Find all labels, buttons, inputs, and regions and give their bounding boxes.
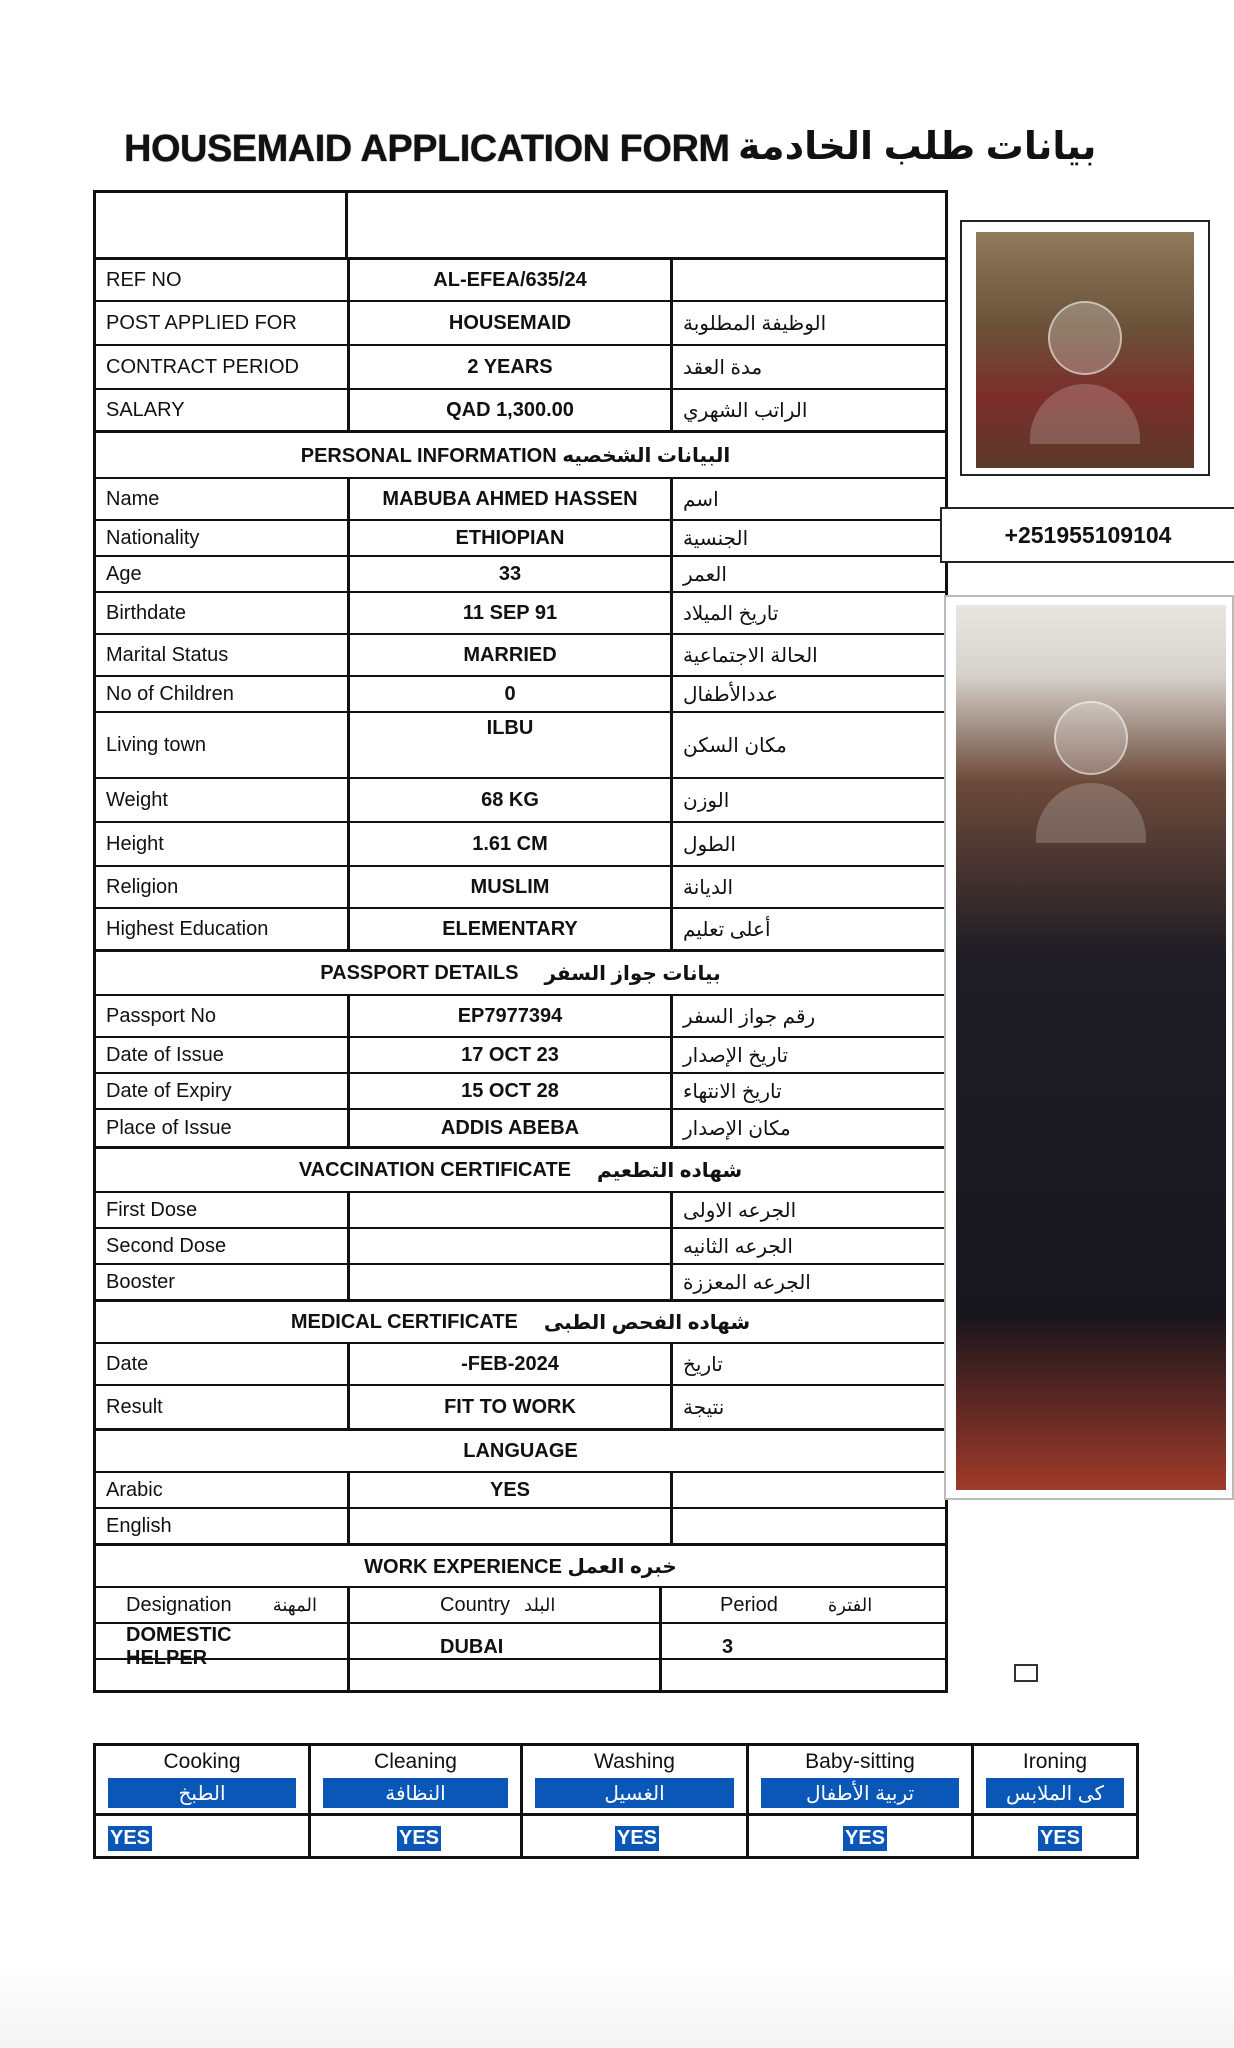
section-personal-information [96, 432, 945, 479]
skill-answer: YES [845, 1827, 886, 1849]
row-second-dose [96, 1229, 945, 1265]
label: First Dose [96, 1193, 350, 1227]
page-bottom-shade [0, 1960, 1234, 2048]
section-title-en: MEDICAL CERTIFICATE [290, 1310, 518, 1333]
skill-label-ar: تربية الأطفال [761, 1778, 959, 1808]
label-ar [673, 1473, 945, 1507]
phone-number: +251955109104 [940, 507, 1234, 563]
row-name [96, 479, 945, 521]
row-contract-period [96, 346, 945, 390]
skill-answer-cell [974, 1813, 1136, 1856]
label: Height [96, 823, 350, 865]
label: Weight [96, 779, 350, 821]
label-ar: اسم [683, 488, 719, 511]
skill-label-ar: كى الملابس [986, 1778, 1124, 1808]
row-no-of-children [96, 677, 945, 713]
label: Religion [96, 867, 350, 907]
row-ref-no [96, 260, 945, 302]
section-title-en: VACCINATION CERTIFICATE [298, 1158, 572, 1181]
label-ar: الراتب الشهري [683, 399, 808, 422]
label-ar: الجرعه المعززة [683, 1271, 811, 1294]
value: 11 SEP 91 [350, 593, 673, 633]
work-header-row [96, 1588, 945, 1624]
section-title-ar: شهاده التطعيم [597, 1159, 743, 1182]
row-place-of-issue [96, 1110, 945, 1148]
row-date-of-expiry [96, 1074, 945, 1110]
row-language-english [96, 1509, 945, 1545]
label-ar [673, 260, 945, 300]
row-religion [96, 867, 945, 909]
skill-label: Baby-sitting [805, 1750, 915, 1773]
label: Place of Issue [96, 1110, 350, 1146]
label-ar: الوزن [683, 789, 730, 812]
label: Arabic [96, 1473, 350, 1507]
value: 15 OCT 28 [350, 1074, 673, 1108]
value: MUSLIM [350, 867, 673, 907]
section-title-ar: بيانات جواز السفر [544, 962, 721, 985]
row-post-applied [96, 302, 945, 346]
label: Highest Education [96, 909, 350, 949]
value: ETHIOPIAN [350, 521, 673, 555]
label: Second Dose [96, 1229, 350, 1263]
skill-baby-sitting [749, 1746, 974, 1856]
value: EP7977394 [350, 996, 673, 1036]
value: MARRIED [350, 635, 673, 675]
form-title-english: HOUSEMAID APPLICATION FORM [124, 128, 730, 170]
value [350, 1193, 673, 1227]
label: Birthdate [96, 593, 350, 633]
section-medical-certificate [96, 1301, 945, 1344]
label: SALARY [96, 390, 350, 430]
value: 17 OCT 23 [350, 1038, 673, 1072]
skill-answer: YES [617, 1827, 658, 1849]
skill-cleaning [311, 1746, 523, 1856]
label-ar: الجرعه الاولى [683, 1199, 797, 1222]
label-ar: الوظيفة المطلوبة [683, 312, 827, 335]
skill-answer-cell [311, 1813, 520, 1856]
row-nationality [96, 521, 945, 557]
application-form [93, 190, 948, 1693]
value: ELEMENTARY [350, 909, 673, 949]
section-vaccination-certificate [96, 1148, 945, 1193]
label: CONTRACT PERIOD [96, 346, 350, 388]
header-country: Country البلد [350, 1588, 662, 1622]
skill-answer: YES [399, 1827, 440, 1849]
value: -FEB-2024 [350, 1344, 673, 1384]
value: ADDIS ABEBA [350, 1110, 673, 1146]
label-ar: مدة العقد [683, 356, 763, 379]
row-birthdate [96, 593, 945, 635]
work-empty-row [96, 1660, 945, 1690]
skill-label: Cleaning [374, 1750, 457, 1773]
row-highest-education [96, 909, 945, 951]
value [350, 1265, 673, 1299]
value: AL-EFEA/635/24 [350, 260, 673, 300]
portrait-image [976, 232, 1194, 468]
section-title-en: PERSONAL INFORMATION البيانات الشخصيه [300, 444, 731, 467]
section-title-en: LANGUAGE [463, 1439, 578, 1462]
row-booster [96, 1265, 945, 1301]
value [350, 1509, 673, 1543]
label-ar: نتيجة [683, 1396, 725, 1419]
label-ar: تاريخ الميلاد [683, 602, 779, 625]
skill-label: Washing [594, 1750, 675, 1773]
skill-ironing [974, 1746, 1136, 1856]
label: Name [96, 479, 350, 519]
form-title-arabic: بيانات طلب الخادمة [738, 126, 1097, 168]
full-body-image [956, 605, 1226, 1490]
applicant-portrait-photo [960, 220, 1210, 476]
label: English [96, 1509, 350, 1543]
section-language [96, 1430, 945, 1473]
form-header-blank-row [96, 193, 945, 260]
row-first-dose [96, 1193, 945, 1229]
skill-answer-cell [523, 1813, 746, 1856]
value: YES [350, 1473, 673, 1507]
value: 0 [350, 677, 673, 711]
skills-table [93, 1743, 1139, 1859]
label: Nationality [96, 521, 350, 555]
header-period: Period الفترة [720, 1593, 873, 1616]
label-ar: مكان السكن [683, 734, 787, 757]
skill-label: Cooking [163, 1750, 241, 1773]
label: Age [96, 557, 350, 591]
label: Date of Issue [96, 1038, 350, 1072]
label-ar: تاريخ الإصدار [683, 1044, 789, 1067]
label: No of Children [96, 677, 350, 711]
row-living-town [96, 713, 945, 779]
label-ar [673, 1509, 945, 1543]
person-icon [1054, 701, 1128, 775]
skill-answer: YES [110, 1827, 151, 1849]
label: Booster [96, 1265, 350, 1299]
label-ar: عددالأطفال [683, 683, 778, 706]
row-salary [96, 390, 945, 432]
label-ar: العمر [683, 563, 727, 586]
label: Living town [96, 713, 350, 777]
value: HOUSEMAID [350, 302, 673, 344]
work-period: 3 [722, 1635, 734, 1658]
header-designation: Designation المهنة [96, 1588, 350, 1622]
work-designation: DOMESTIC HELPER [96, 1624, 350, 1670]
value: 2 YEARS [350, 346, 673, 388]
label: REF NO [96, 260, 350, 300]
value: 1.61 CM [350, 823, 673, 865]
person-icon [1048, 301, 1122, 375]
skill-washing [523, 1746, 749, 1856]
label-ar: الديانة [683, 876, 734, 899]
section-title-ar: شهاده الفحص الطبى [543, 1311, 751, 1334]
row-weight [96, 779, 945, 823]
applicant-full-body-photo [944, 595, 1234, 1500]
skill-label-ar: الطبخ [108, 1778, 296, 1808]
section-passport-details [96, 951, 945, 996]
label-ar: الجنسية [683, 527, 749, 550]
row-language-arabic [96, 1473, 945, 1509]
label-ar: الطول [683, 833, 736, 856]
label-ar: الحالة الاجتماعية [683, 644, 818, 667]
work-data-row [96, 1624, 945, 1669]
skill-cooking [96, 1746, 311, 1856]
row-age [96, 557, 945, 593]
value: ILBU [350, 713, 673, 777]
work-country: DUBAI [350, 1624, 662, 1670]
label: Marital Status [96, 635, 350, 675]
value: 68 KG [350, 779, 673, 821]
row-medical-result [96, 1386, 945, 1430]
row-medical-date [96, 1344, 945, 1386]
label-ar: مكان الإصدار [683, 1117, 791, 1140]
label: Passport No [96, 996, 350, 1036]
value: FIT TO WORK [350, 1386, 673, 1428]
label-ar: الجرعه الثانيه [683, 1235, 793, 1258]
value: MABUBA AHMED HASSEN [350, 479, 673, 519]
row-date-of-issue [96, 1038, 945, 1074]
label: Result [96, 1386, 350, 1428]
value: QAD 1,300.00 [350, 390, 673, 430]
row-marital-status [96, 635, 945, 677]
skill-label-ar: النظافة [323, 1778, 508, 1808]
skill-label: Ironing [1022, 1750, 1088, 1773]
label: POST APPLIED FOR [96, 302, 350, 344]
skill-answer-cell [96, 1813, 308, 1856]
value [350, 1229, 673, 1263]
row-passport-no [96, 996, 945, 1038]
section-title-en: WORK EXPERIENCE خبره العمل [364, 1555, 677, 1578]
label-ar: تاريخ [683, 1353, 723, 1376]
skill-answer: YES [1040, 1827, 1081, 1849]
skill-label-ar: الغسيل [535, 1778, 734, 1808]
checkbox[interactable] [1014, 1664, 1038, 1682]
label: Date of Expiry [96, 1074, 350, 1108]
skill-answer-cell [749, 1813, 971, 1856]
label-ar: أعلى تعليم [683, 918, 771, 941]
section-work-experience [96, 1545, 945, 1588]
label: Date [96, 1344, 350, 1384]
row-height [96, 823, 945, 867]
label-ar: تاريخ الانتهاء [683, 1080, 782, 1103]
section-title-en: PASSPORT DETAILS [320, 961, 519, 984]
label-ar: رقم جواز السفر [683, 1005, 816, 1028]
value: 33 [350, 557, 673, 591]
